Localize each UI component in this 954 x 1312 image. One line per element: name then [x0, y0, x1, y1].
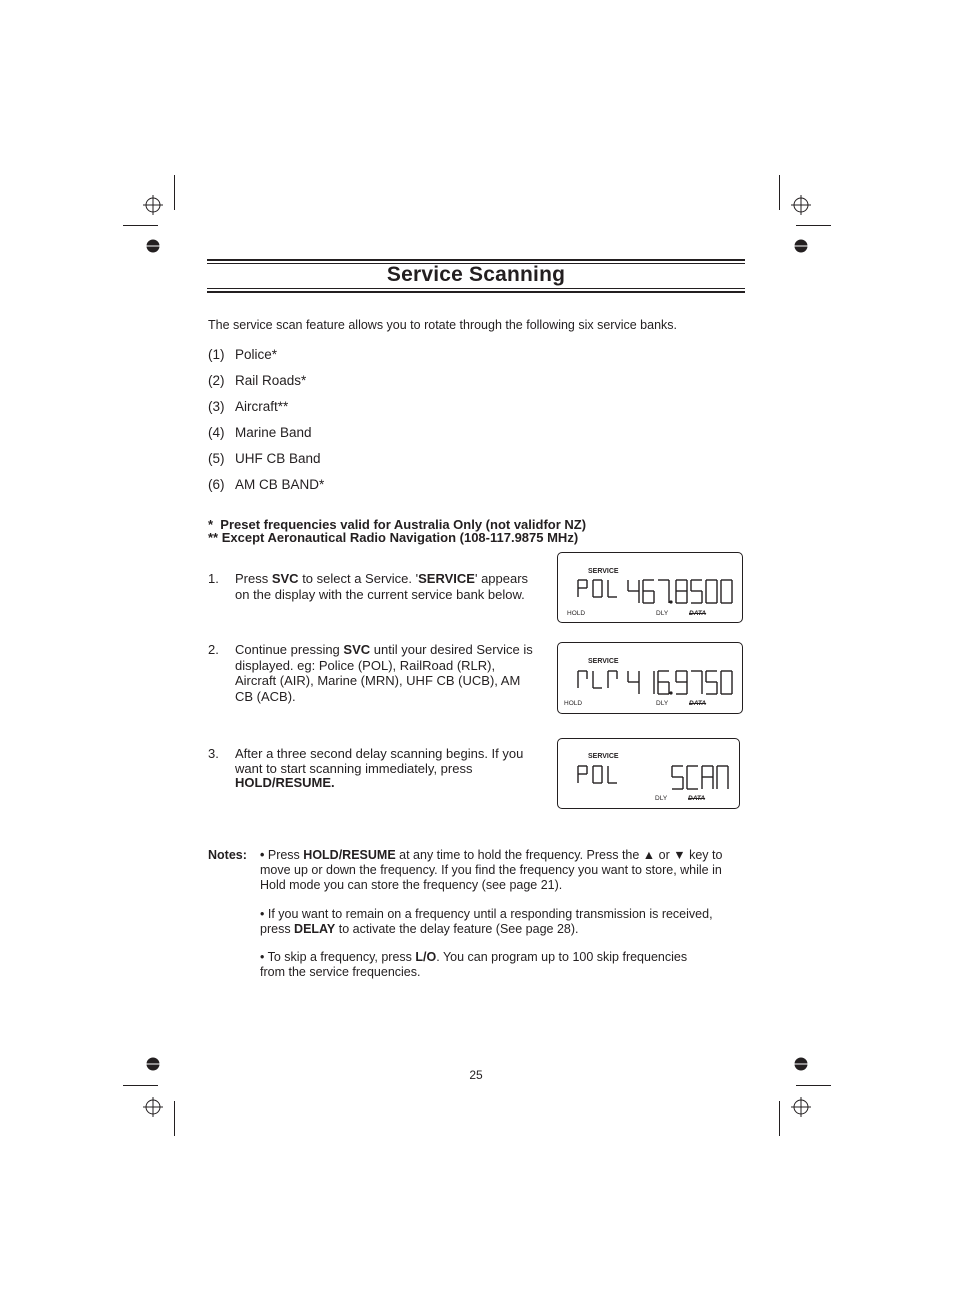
bank-label: Rail Roads*: [235, 373, 307, 388]
text-run: If you want to remain on a frequency until a responding transmission is received, press: [260, 907, 713, 936]
note-hold-resume: [260, 848, 750, 893]
key-name: L/O: [415, 950, 437, 964]
bank-number: (6): [208, 477, 225, 492]
title-rule-top-thick: [207, 259, 745, 261]
step-text: [235, 642, 535, 704]
key-name: DELAY: [294, 922, 336, 936]
bank-label: Police*: [235, 347, 278, 362]
step-text: [235, 747, 530, 791]
lcd-digits: [576, 670, 741, 698]
note-skip: [260, 950, 712, 980]
text-run: to select a Service. ': [298, 571, 419, 586]
key-name: HOLD/RESUME.: [235, 775, 335, 790]
hold-indicator: HOLD: [564, 700, 583, 707]
crop-mark-top-right-h: [796, 225, 831, 226]
registration-dot-top-right: [793, 238, 809, 254]
bank-item: [208, 425, 312, 440]
data-indicator: DATA: [689, 700, 707, 707]
hold-indicator: HOLD: [567, 610, 586, 617]
footnote-aeronautical: ** Except Aeronautical Radio Navigation (108-117.9875 MHz): [208, 530, 579, 545]
title-rule-bottom-thin: [207, 288, 745, 289]
key-name: SVC: [343, 642, 371, 657]
crop-mark-bottom-right-v: [779, 1101, 780, 1136]
text-run: After a three second delay scanning begins. If you want to start scanning immediately, press: [235, 746, 524, 776]
data-indicator: DATA: [688, 795, 706, 802]
bank-item: [208, 399, 288, 414]
bank-label: Aircraft**: [235, 399, 289, 414]
crop-mark-top-right-v: [779, 175, 780, 210]
crop-mark-bottom-left-h: [123, 1085, 158, 1086]
text-run: Press: [267, 848, 304, 862]
bank-number: (4): [208, 425, 225, 440]
dly-indicator: DLY: [655, 795, 668, 802]
text-run: To skip a frequency, press: [267, 950, 416, 964]
service-indicator: SERVICE: [588, 658, 619, 665]
key-name: SVC: [271, 571, 299, 586]
title-rule-bottom-thick: [207, 291, 745, 293]
crop-mark-top-left-v: [174, 175, 175, 210]
bullet: •: [260, 907, 268, 921]
registration-dot-bottom-left: [145, 1056, 161, 1072]
bullet: •: [260, 950, 268, 964]
lcd-display-rlr: [557, 642, 743, 714]
crop-mark-bottom-left-v: [174, 1101, 175, 1136]
footnote-preset: * Preset frequencies valid for Australia Only (not validfor NZ): [208, 517, 587, 532]
text-run: . You can program up to 100 skip frequencies from the service frequencies.: [260, 950, 688, 979]
step-number: 1.: [208, 571, 219, 586]
service-indicator: SERVICE: [588, 753, 619, 760]
bank-label: AM CB BAND*: [235, 477, 325, 492]
text-run: Continue pressing: [235, 642, 344, 657]
notes-label: Notes:: [208, 848, 247, 862]
bank-number: (3): [208, 399, 225, 414]
registration-dot-top-left: [145, 238, 161, 254]
service-indicator: SERVICE: [588, 568, 619, 575]
text-run: Press: [235, 571, 272, 586]
crop-mark-top-left-h: [123, 225, 158, 226]
note-delay: [260, 907, 738, 937]
bank-item: [208, 373, 306, 388]
lcd-digits: [576, 765, 738, 793]
registration-target-top-right: [791, 195, 811, 215]
registration-target-bottom-right: [791, 1097, 811, 1117]
lcd-display-pol: [557, 552, 743, 623]
bullet: •: [260, 848, 268, 862]
bank-number: (2): [208, 373, 225, 388]
step-number: 2.: [208, 642, 219, 657]
text-run: at any time to hold the frequency. Press the ▲ or ▼ key to move up or down the frequency. If you find the frequency you want to store, while in Hold mode you can store the frequency (see page 21).: [260, 848, 723, 892]
registration-target-bottom-left: [143, 1097, 163, 1117]
bank-label: UHF CB Band: [235, 451, 321, 466]
text-run: to activate the delay feature (See page 28).: [335, 922, 579, 936]
step-number: 3.: [208, 746, 219, 761]
bank-label: Marine Band: [235, 425, 312, 440]
data-indicator: DATA: [689, 610, 707, 617]
lcd-digits: [576, 579, 741, 607]
registration-dot-bottom-right: [793, 1056, 809, 1072]
bank-number: (5): [208, 451, 225, 466]
crop-mark-bottom-right-h: [796, 1085, 831, 1086]
text-run: until your desired Service is displayed. eg: Police (POL), RailRoad (RLR), Aircraft (AIR), Marine (MRN), UHF CB (UCB), AM CB (ACB).: [235, 642, 533, 704]
dly-indicator: DLY: [656, 610, 669, 617]
bank-item: [208, 451, 321, 466]
intro-text: The service scan feature allows you to rotate through the following six service banks.: [208, 318, 677, 332]
dly-indicator: DLY: [656, 700, 669, 707]
key-name: HOLD/RESUME: [303, 848, 396, 862]
lcd-display-scan: [557, 738, 740, 809]
key-name: SERVICE: [418, 571, 475, 586]
step-text: [235, 571, 540, 602]
registration-target-top-left: [143, 195, 163, 215]
page-number: 25: [469, 1068, 483, 1082]
bank-item: [208, 477, 324, 492]
page-title: Service Scanning: [386, 263, 566, 286]
text-run: ' appears on the display with the current service bank below.: [235, 571, 529, 602]
bank-item: [208, 347, 277, 362]
bank-number: (1): [208, 347, 225, 362]
